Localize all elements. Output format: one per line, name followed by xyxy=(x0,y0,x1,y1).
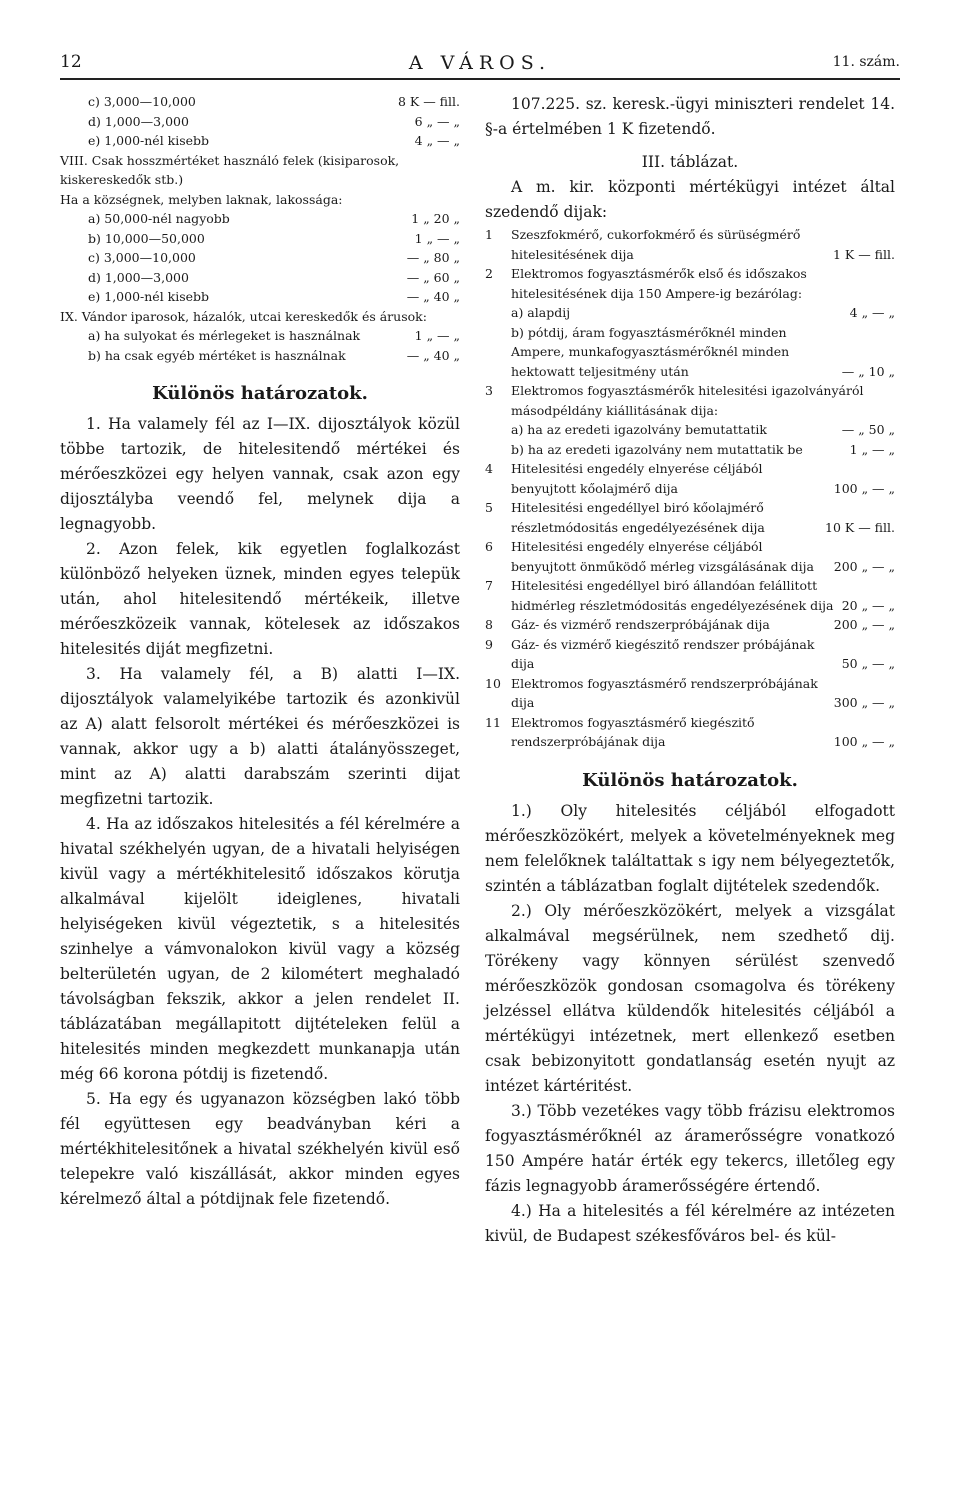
tariff-row xyxy=(485,420,895,440)
tariff-row xyxy=(485,713,895,752)
left-fee-list xyxy=(60,92,460,365)
tariff-value: — „ 50 „ xyxy=(841,422,895,437)
tariff-row xyxy=(485,440,895,460)
tariff-text: Hitelesitési engedély elnyerése céljából benyujtott kőolajmérő dija xyxy=(511,461,763,496)
tariff-number xyxy=(485,323,511,382)
fee-label: VIII. Csak hosszmértéket használó felek (kisiparosok, kiskereskedők stb.) xyxy=(60,152,400,187)
paragraph: 2. Azon felek, kik egyetlen foglalkozást különböző helyeken üznek, minden egyes telepük után, ahol hitelesitendő mértékeik, illetve mérőeszközeik vannak, kötelesek az időszakos hitelesités diját megfizetni. xyxy=(60,540,460,658)
fee-row xyxy=(60,229,460,249)
tariff-number: 10 xyxy=(485,675,501,691)
tariff-text: a) ha az eredeti igazolvány bemutattatik xyxy=(511,422,767,437)
fee-label: e) 1,000-nél kisebb xyxy=(88,289,210,304)
fee-value: — „ 40 „ xyxy=(406,347,460,363)
fee-value: 8 K — fill. xyxy=(397,94,460,109)
tariff-text: Gáz- és vizmérő rendszerpróbájának dija xyxy=(511,617,770,632)
fee-value: 4 „ — „ xyxy=(414,133,460,148)
tariff-text: b) ha az eredeti igazolvány nem mutattatik be xyxy=(511,441,803,457)
left-paragraphs xyxy=(60,412,460,1212)
fee-value: 1 „ 20 „ xyxy=(411,211,460,226)
tariff-label xyxy=(485,576,836,615)
paragraph: 3.) Több vezetékes vagy több frázisu elektromos fogyasztásmérőknél az áramerősségre vonatkozó 150 Ampére határ érték egy tekercs, illetőleg egy fázis legnagyobb áramerősségére értendő. xyxy=(485,1101,895,1195)
right-fee-table xyxy=(485,225,895,752)
tariff-row xyxy=(485,674,895,713)
tariff-row xyxy=(485,498,895,537)
fee-row xyxy=(60,131,460,151)
tariff-value: 20 „ — „ xyxy=(841,597,895,613)
right-paragraphs xyxy=(485,799,895,1249)
fee-label: b) ha csak egyéb mértéket is használnak xyxy=(88,347,346,363)
tariff-number xyxy=(485,303,511,323)
tariff-row xyxy=(485,615,895,635)
tariff-text: Hitelesitési engedéllyel biró állandóan felállitott hidmérleg részletmódositás engedélyezésének dija xyxy=(511,578,834,613)
tariff-number: 1 xyxy=(485,227,493,242)
tariff-value: 10 K — fill. xyxy=(825,519,895,535)
tariff-text: Elektromos fogyasztásmérők hitelesitési igazolványáról másodpéldány kiállitásának dija: xyxy=(511,383,864,418)
fee-row xyxy=(60,92,460,112)
fee-value: 6 „ — „ xyxy=(414,113,460,129)
tariff-text: Hitelesitési engedéllyel biró kőolajmérő részletmódositás engedélyezésének dija xyxy=(511,500,765,535)
tariff-label xyxy=(485,264,889,303)
tariff-text: Hitelesitési engedély elnyerése céljából benyujtott önműködő mérleg vizsgálásának dija xyxy=(511,539,814,574)
tariff-text: Elektromos fogyasztásmérő kiegészitő rendszerpróbájának dija xyxy=(511,714,755,749)
fee-value: 1 „ — „ xyxy=(414,230,460,246)
tariff-row xyxy=(485,323,895,382)
tariff-number: 5 xyxy=(485,500,493,515)
tariff-number: 9 xyxy=(485,636,493,652)
tariff-value: 300 „ — „ xyxy=(833,695,895,710)
paragraph: 4. Ha az időszakos hitelesités a fél kérelmére a hivatal székhelyén ugyan, de a hivatali helyiségen kivül vagy a mértékhitelesitő időszakos körutja alkalmával kijelölt ideiglenes, hivatali helyiségeken kivül végeztetik, s a hitelesités szinhelye a vámvonalokon kivül vagy a község belterületén ugyan, de 2 kilométert meghaladó távolságban fekszik, akkor a jelen rendelet II. táblázatában megállapitott dijtételeken felül a hitelesités minden megkezdett munkanapja után még 66 korona pótdij is fizetendő. xyxy=(60,815,460,1083)
tariff-text: Gáz- és vizmérő kiegészitő rendszer próbájának dija xyxy=(511,636,815,671)
fee-label: c) 3,000—10,000 xyxy=(88,250,196,265)
paragraph: 5. Ha egy és ugyanazon községben lakó több fél együttesen egy beadványban kéri a mértékhitelesitőnek a hivatal székhelyén kivül eső telepekre való kiszállását, akkor minden egyes kérelmező által a pótdijnak fele fizetendő. xyxy=(60,1090,460,1208)
left-section-heading: Különös határozatok. xyxy=(152,383,368,404)
tariff-label xyxy=(485,674,828,713)
right-intro: 107.225. sz. keresk.-ügyi miniszteri rendelet 14. §-a értelmében 1 K fizetendő. xyxy=(485,95,895,138)
fee-label: e) 1,000-nél kisebb xyxy=(88,133,210,148)
tariff-label xyxy=(485,615,770,635)
tariff-text: b) pótdij, áram fogyasztásmérőknél minden Ampere, munkafogyasztásmérőknél minden hektowatt teljesitmény után xyxy=(511,324,790,379)
fee-row xyxy=(60,151,460,190)
issue-number: 11. szám. xyxy=(832,54,900,70)
tariff-label xyxy=(485,225,827,264)
journal-title: A VÁROS. xyxy=(408,52,552,74)
fee-row xyxy=(60,209,460,229)
right-section-heading: Különös határozatok. xyxy=(582,769,798,791)
tariff-label xyxy=(485,381,889,420)
tariff-label xyxy=(485,459,828,498)
page-number: 12 xyxy=(60,52,82,72)
fee-value: — „ 40 „ xyxy=(406,289,460,304)
paragraph: 2.) Oly mérőeszközökért, melyek a vizsgálat alkalmával megsérülnek, nem szedhető dij. Törékeny vagy könnyen sérülést szenvedő mérőeszközök gondosan csomagolva és törékeny jelzéssel ellátva küldendők hitelesités céljából a mértékügyi intézetnek, mert ellenkező esetben csak bebizonyitott gondatlanság esetén nyujt az intézet kártéritést. xyxy=(485,901,895,1095)
table-subtitle: A m. kir. központi mértékügyi intézet által szedendő dijak: xyxy=(485,178,895,221)
tariff-number xyxy=(485,440,511,460)
tariff-label xyxy=(485,420,767,440)
tariff-number: 7 xyxy=(485,578,493,593)
tariff-label xyxy=(485,303,570,323)
tariff-value: 200 „ — „ xyxy=(833,558,895,574)
tariff-number: 2 xyxy=(485,266,493,281)
fee-row xyxy=(60,307,460,327)
tariff-value: 100 „ — „ xyxy=(833,734,895,749)
tariff-label xyxy=(485,498,819,537)
fee-label: b) 10,000—50,000 xyxy=(88,230,205,246)
paragraph: 4.) Ha a hitelesités a fél kérelmére az intézeten kivül, de Budapest székesfőváros bel- és kül- xyxy=(485,1201,895,1245)
fee-label: a) 50,000-nél nagyobb xyxy=(88,211,230,226)
tariff-number: 11 xyxy=(485,714,501,730)
fee-value: 1 „ — „ xyxy=(414,328,460,343)
tariff-value: 100 „ — „ xyxy=(833,480,895,496)
tariff-label xyxy=(485,713,828,752)
tariff-value: 50 „ — „ xyxy=(841,656,895,671)
paragraph: 3. Ha valamely fél, a B) alatti I—IX. dijosztályok valamelyikébe tartozik és azonkivül az A) alatt felsorolt mértékei és mérőeszközei is vannak, akkor ugy a b) alatti átalányösszeget, mint az A) alatti darabszám szerinti dijat megfizetni tartozik. xyxy=(60,665,460,808)
tariff-row xyxy=(485,381,895,420)
fee-label: d) 1,000—3,000 xyxy=(88,113,189,129)
right-column xyxy=(485,92,895,1249)
tariff-row xyxy=(485,225,895,264)
tariff-row xyxy=(485,635,895,674)
paragraph: 1.) Oly hitelesités céljából elfogadott mérőeszközökért, melyek a követelményeknek meg nem felelőknek találtattak s igy nem bélyegeztetők, szintén a táblázatban foglalt dijtételek szedendők. xyxy=(485,801,895,895)
tariff-text: Elektromos fogyasztásmérők első és időszakos hitelesitésének dija 150 Ampere-ig bezárólag: xyxy=(511,266,807,301)
tariff-row xyxy=(485,303,895,323)
tariff-row xyxy=(485,264,895,303)
left-column xyxy=(60,92,460,1212)
fee-label: IX. Vándor iparosok, házalók, utcai kereskedők és árusok: xyxy=(60,308,427,324)
tariff-value: 200 „ — „ xyxy=(833,617,895,632)
fee-label: c) 3,000—10,000 xyxy=(88,94,196,109)
fee-label: a) ha sulyokat és mérlegeket is használnak xyxy=(88,328,361,343)
tariff-row xyxy=(485,576,895,615)
tariff-number xyxy=(485,420,511,440)
table-title: III. táblázat. xyxy=(641,153,739,171)
fee-row xyxy=(60,346,460,366)
tariff-label xyxy=(485,440,803,460)
fee-value: — „ 80 „ xyxy=(406,250,460,265)
fee-label: d) 1,000—3,000 xyxy=(88,269,189,285)
fee-row xyxy=(60,112,460,132)
tariff-row xyxy=(485,459,895,498)
tariff-number: 6 xyxy=(485,539,493,554)
tariff-text: Elektromos fogyasztásmérő rendszerpróbájának dija xyxy=(511,675,818,710)
fee-label: Ha a községnek, melyben laknak, lakossága: xyxy=(60,191,343,207)
tariff-value: 4 „ — „ xyxy=(849,305,895,320)
fee-row xyxy=(60,287,460,307)
tariff-text: Szeszfokmérő, cukorfokmérő és sürüségmérő hitelesitésének dija xyxy=(511,227,801,262)
tariff-value: 1 K — fill. xyxy=(832,246,895,262)
tariff-label xyxy=(485,537,828,576)
paragraph: 1. Ha valamely fél az I—IX. dijosztályok közül többe tartozik, de hitelesitendő mértékei és mérőeszközei egy helyen vannak, csak azon egy dijosztályba veendő fel, melynek dija a legnagyobb. xyxy=(60,415,460,533)
page-header xyxy=(60,52,900,80)
tariff-value: — „ 10 „ xyxy=(841,363,895,379)
tariff-text: a) alapdij xyxy=(511,305,571,320)
fee-value: — „ 60 „ xyxy=(406,269,460,285)
fee-row xyxy=(60,326,460,346)
tariff-label xyxy=(485,635,836,674)
tariff-row xyxy=(485,537,895,576)
tariff-value: 1 „ — „ xyxy=(849,441,895,457)
tariff-number: 4 xyxy=(485,461,493,476)
tariff-number: 3 xyxy=(485,383,493,398)
tariff-number: 8 xyxy=(485,617,493,632)
tariff-label xyxy=(485,323,836,382)
fee-row xyxy=(60,190,460,210)
fee-row xyxy=(60,268,460,288)
fee-row xyxy=(60,248,460,268)
